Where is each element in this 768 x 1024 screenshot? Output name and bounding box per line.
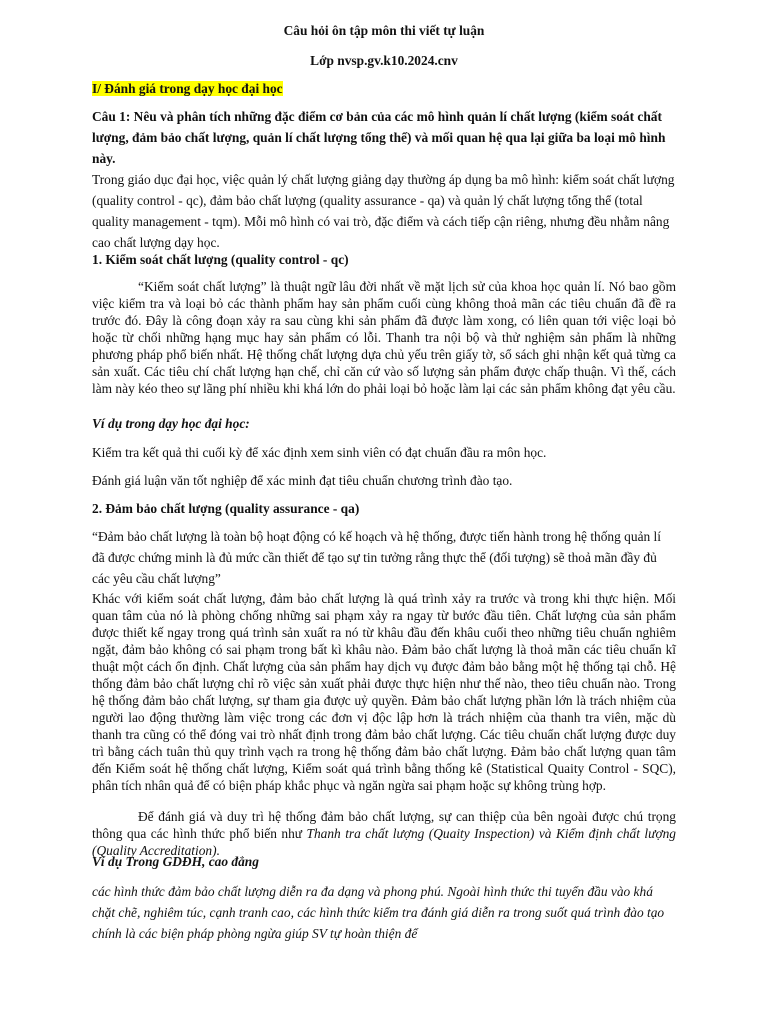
- qc-example-heading: Ví dụ trong dạy học đại học:: [92, 416, 250, 431]
- qc-paragraph: “Kiểm soát chất lượng” là thuật ngữ lâu đời nhất về mặt lịch sử của khoa học quản lí. Nó bao gồm việc kiểm tra và loại bỏ các thành phẩm hay sản phẩm cuối cùng không thoả mãn các tiêu chuẩn đã đề ra trước đó. Đây là công đoạn xảy ra sau cùng khi sản phẩm đã được làm xong, có liên quan tới việc loại bỏ hoặc từ chối những hạng mục hay sản phẩm có lỗi. Thanh tra nội bộ và thử nghiệm sản phẩm là những phương pháp phổ biến nhất. Hệ thống chất lượng dựa chủ yếu trên giấy tờ, sổ sách ghi nhận kết quả từng ca sản xuất. Các tiêu chí chất lượng hạn chế, chỉ căn cứ vào số lượng sản phẩm được chấp thuận. Vì thế, cách làm này kéo theo sự lãng phí nhiều khi khá lớn do phải loại bỏ hoặc làm lại các sản phẩm không đạt yêu cầu.: [92, 279, 676, 396]
- question-text: Câu 1: Nêu và phân tích những đặc điểm cơ bản của các mô hình quản lí chất lượng (kiểm soát chất lượng, đảm bảo chất lượng, quản lí chất lượng tổng thể) và mối quan hệ qua lại giữa ba loại mô hình này.: [92, 109, 666, 166]
- class-line: Lớp nvsp.gv.k10.2024.cnv: [310, 53, 458, 68]
- qc-example-1: Kiểm tra kết quả thi cuối kỳ để xác định xem sinh viên có đạt chuẩn đầu ra môn học.: [92, 445, 547, 460]
- qa-definition-quote: “Đảm bảo chất lượng là toàn bộ hoạt động có kế hoạch và hệ thống, được tiến hành trong hệ thống quản lí đã được chứng minh là đủ mức cần thiết để tạo sự tin tưởng rằng thực thể (đối tượng) sẽ thoả mãn đầy đủ các yêu cầu chất lượng”: [92, 529, 661, 586]
- heading-quality-control: 1. Kiểm soát chất lượng (quality control - qc): [92, 252, 349, 267]
- intro-paragraph: Trong giáo dục đại học, việc quản lý chất lượng giảng dạy thường áp dụng ba mô hình: kiểm soát chất lượng (quality control - qc), đảm bảo chất lượng (quality assurance - qa) và quản lý chất lượng tổng thể (total quality management - tqm). Mỗi mô hình có vai trò, đặc điểm và cách tiếp cận riêng, nhưng đều nhằm nâng cao chất lượng dạy học.: [92, 172, 675, 250]
- document-title: Câu hỏi ôn tập môn thi viết tự luận: [283, 23, 485, 38]
- qa-paragraph-2-italic: Thanh tra chất lượng (Quaity Inspection) và Kiểm định chất lượng (Quality Accreditation).: [92, 826, 676, 858]
- qa-paragraph-2-text: Để đánh giá và duy trì hệ thống đảm bảo chất lượng, sự can thiệp của bên ngoài được chú trọng thông qua các hình thức phổ biến như: [92, 809, 676, 841]
- qa-example-text: các hình thức đảm bảo chất lượng diễn ra đa dạng và phong phú. Ngoài hình thức thi tuyển đầu vào khá chặt chẽ, nghiêm túc, cạnh tranh cao, các hình thức kiểm tra đánh giá diễn ra trong suốt quá trình đào tạo chính là các biện pháp phòng ngừa giúp SV tự hoàn thiện để: [92, 884, 665, 941]
- section-heading-text: I/ Đánh giá trong dạy học đại học: [92, 81, 283, 96]
- qa-example-heading: Ví dụ Trong GDĐH, cao đẳng: [92, 854, 259, 869]
- qc-example-2: Đánh giá luận văn tốt nghiệp để xác minh đạt tiêu chuẩn chương trình đào tạo.: [92, 473, 513, 488]
- section-heading: [92, 80, 676, 97]
- heading-quality-assurance: 2. Đảm bảo chất lượng (quality assurance - qa): [92, 501, 360, 516]
- qa-paragraph: Khác với kiểm soát chất lượng, đảm bảo chất lượng là quá trình xảy ra trước và trong khi thực hiện. Mối quan tâm của nó là phòng chống những sai phạm xảy ra ngay từ bước đầu tiên. Chất lượng của sản phẩm được thiết kế ngay trong quá trình sản xuất ra nó từ khâu đầu đến khâu cuối theo những tiêu chuẩn nghiêm ngặt, đảm bảo không có sai phạm trong bất kì khâu nào. Đảm bảo chất lượng là thoả mãn các tiêu chuẩn kĩ thuật một cách ổn định. Chất lượng của sản phẩm hay dịch vụ được đảm bảo bằng một hệ thống tại chỗ. Hệ thống đảm bảo chất lượng chỉ rõ việc sản xuất phải được thực hiện như thế nào, theo tiêu chuẩn nào. Trong hệ thống đảm bảo chất lượng, sự tham gia được uỷ quyền. Đảm bảo chất lượng phần lớn là trách nhiệm của người lao động thường làm việc trong các đơn vị độc lập hơn là trách nhiệm của thanh tra viên, mặc dù thanh tra cũng có thể đóng vai trò nhất định trong đảm bảo chất lượng. Các tiêu chuẩn chất lượng được duy trì bằng cách tuân thủ quy trình vạch ra trong hệ thống đảm bảo chất lượng. Đảm bảo chất lượng quan tâm đến Kiểm soát hệ thống chất lượng, Kiểm soát quá trình bằng thống kê (Statistical Quaity Control - SQC), phân tích nhân quả để có biện pháp khắc phục và ngăn ngừa sai phạm hoặc sự không trùng hợp.: [92, 591, 676, 793]
- qa-paragraph-2: [92, 808, 676, 859]
